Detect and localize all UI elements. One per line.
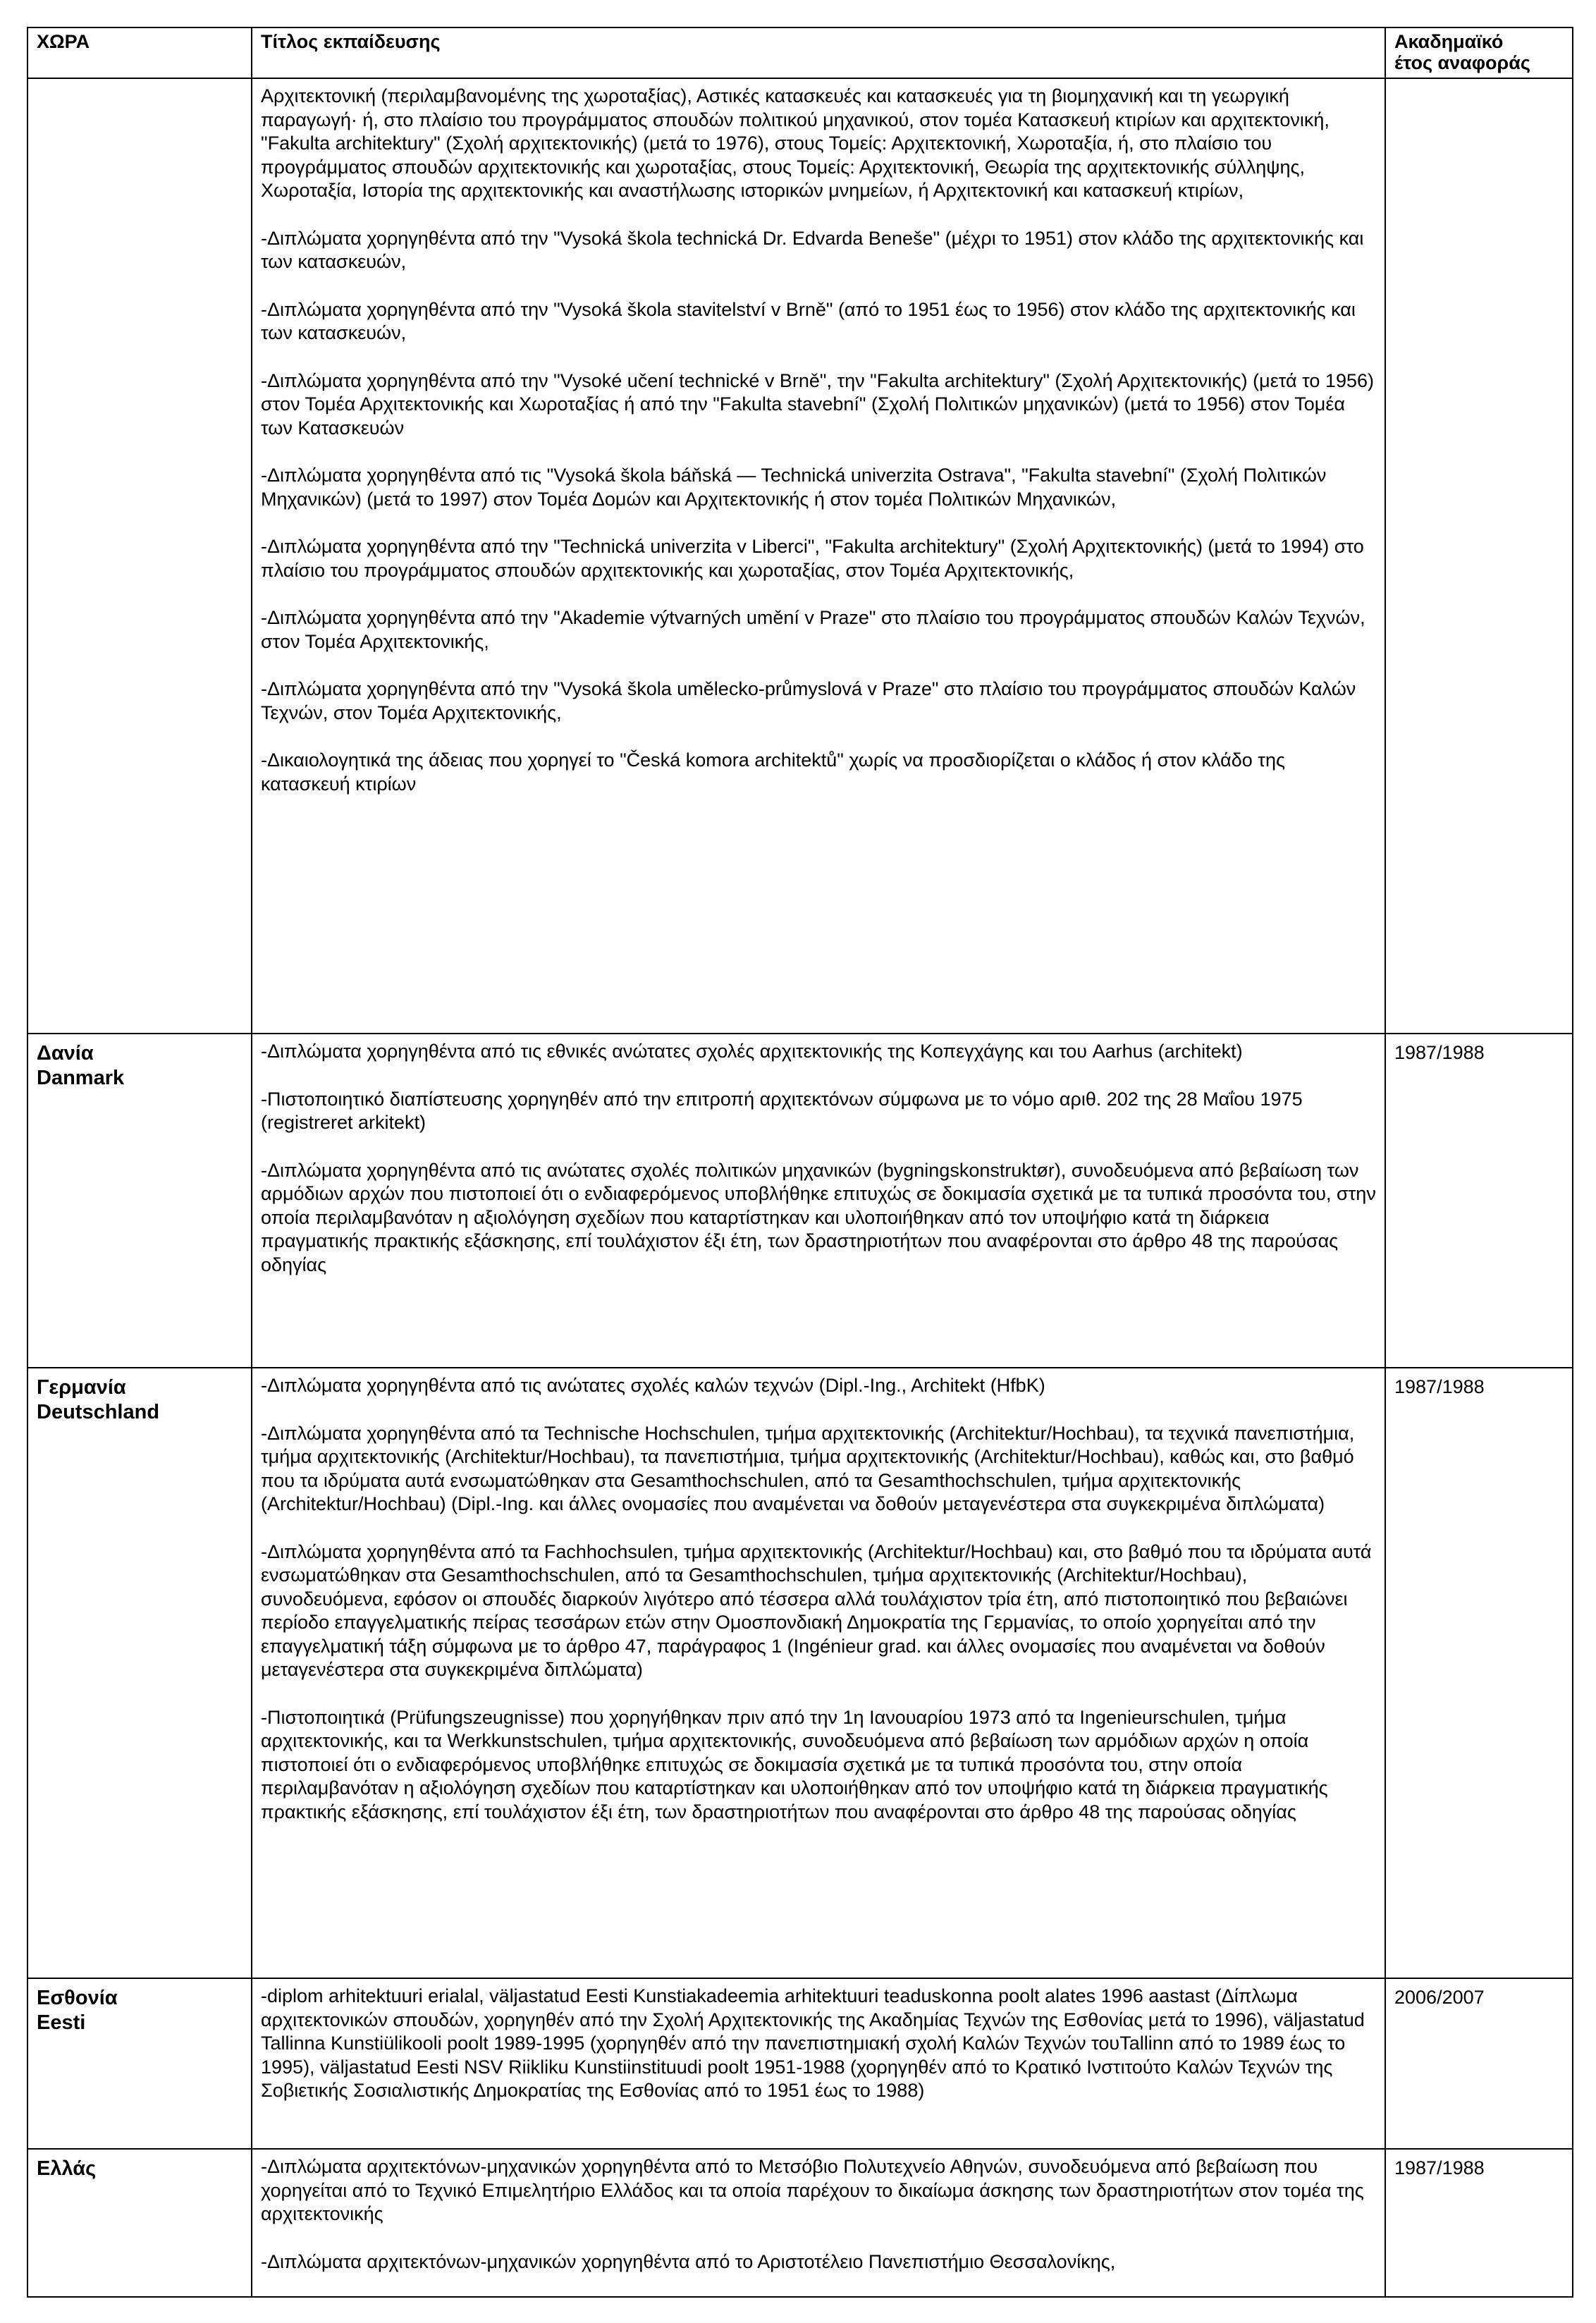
qualification-paragraph: -Διπλώματα χορηγηθέντα από την "Akademie výtvarných umění v Praze" στο πλαίσιο του προγράμματος σπουδών Καλών Τεχνών, στον Τομέα Αρχιτεκτονικής,: [261, 607, 1365, 652]
header-country: ΧΩΡΑ: [27, 27, 252, 78]
header-year-line2: έτος αναφοράς: [1394, 52, 1530, 73]
country-name-greek: Ελλάς: [37, 2157, 97, 2180]
table-row: [27, 1978, 1573, 2149]
qualification-paragraph: -Διπλώματα χορηγηθέντα από τα Technische Hochschulen, τμήμα αρχιτεκτονικής (Architektur/Hochbau), τα τεχνικά πανεπιστήμια, τμήμα αρχιτεκτονικής (Architektur/Hochbau), τα πανεπιστήμια, τμήμα αρχιτεκτονικής (Architektur/Hochbau), καθώς και, στο βαθμό που τα ιδρύματα αυτά ενσωματώθηκαν στα Gesamthochschulen, από τα Gesamthochschulen, τμήμα αρχιτεκτονικής (Architektur/Hochbau) (Dipl.-Ing. και άλλες ονομασίες που αναμένεται να δοθούν μεταγενέστερα στα συγκεκριμένα διπλώματα): [261, 1422, 1355, 1514]
qualification-paragraph: -Διπλώματα αρχιτεκτόνων-μηχανικών χορηγηθέντα από το Αριστοτέλειο Πανεπιστήμιο Θεσσαλονίκης,: [261, 2250, 1116, 2272]
qualification-paragraph: -Διπλώματα χορηγηθέντα από την "Vysoká škola stavitelství v Brně" (από το 1951 έως το 1956) στον κλάδο της αρχιτεκτονικής και των κατασκευών,: [261, 298, 1356, 343]
title-cell: [252, 2149, 1385, 2297]
qualification-paragraph: -Δικαιολογητικά της άδειας που χορηγεί το "Česká komora architektů" χωρίς να προσδιορίζεται ο κλάδος ή στον κλάδο της κατασκευή κτιρίων: [261, 749, 1285, 795]
table-row: [27, 1368, 1573, 1978]
title-cell: [252, 1034, 1385, 1368]
qualification-paragraph: -Διπλώματα χορηγηθέντα από τις εθνικές ανώτατες σχολές αρχιτεκτονικής της Κοπεγχάγης και του Aarhus (architekt): [261, 1041, 1243, 1062]
qualification-paragraph: -Διπλώματα χορηγηθέντα από την "Vysoké učení technické v Brně", την "Fakulta architektury" (Σχολή Αρχιτεκτονικής) (μετά το 1956) στον Τομέα Αρχιτεκτονικής και Χωροταξίας ή από την "Fakulta stavební" (Σχολή Πολιτικών μηχανικών) (μετά το 1956) στον Τομέα των Κατασκευών: [261, 369, 1374, 439]
country-cell: [27, 1368, 252, 1978]
header-title: Τίτλος εκπαίδευσης: [252, 27, 1385, 78]
qualification-paragraph: -Διπλώματα χορηγηθέντα από την "Vysoká škola technická Dr. Edvarda Beneše" (μέχρι το 1951) στον κλάδο της αρχιτεκτονικής και των κατασκευών,: [261, 227, 1364, 272]
qualification-paragraph: -Διπλώματα χορηγηθέντα από τις ανώτατες σχολές καλών τεχνών (Dipl.-Ing., Architekt (HfbK): [261, 1375, 1045, 1396]
qualification-paragraph: -Διπλώματα χορηγηθέντα από την "Technická univerzita v Liberci", "Fakulta architektury" (Σχολή Αρχιτεκτονικής) (μετά το 1994) στο πλαίσιο του προγράμματος σπουδών αρχιτεκτονικής και χωροταξίας, στον Τομέα Αρχιτεκτονικής,: [261, 536, 1364, 581]
title-cell: [252, 1368, 1385, 1978]
table-row: [27, 78, 1573, 1034]
qualification-paragraph: -Διπλώματα χορηγηθέντα από τα Fachhochsulen, τμήμα αρχιτεκτονικής (Architektur/Hochbau) και, στο βαθμό που τα ιδρύματα αυτά ενσωματώθηκαν στα Gesamthochschulen, από τα Gesamthochschulen, τμήμα αρχιτεκτονικής (Architektur/Hochbau), συνοδευόμενα, εφόσον οι σπουδές διαρκούν λιγότερο από τέσσερα αλλά τουλάχιστον τρία έτη, από πιστοποιητικό που βεβαιώνει περίοδο επαγγελματικής πείρας τεσσάρων ετών στην Ομοσπονδιακή Δημοκρατία της Γερμανίας, το οποίο χορηγείται από την επαγγελματική τάξη σύμφωνα με το άρθρο 47, παράγραφος 1 (Ingénieur grad. και άλλες ονομασίες που αναμένεται να δοθούν μεταγενέστερα στα συγκεκριμένα διπλώματα): [261, 1540, 1372, 1680]
country-name-greek: Δανία: [37, 1042, 94, 1065]
country-cell: [27, 1034, 252, 1368]
table-row: [27, 1034, 1573, 1368]
qualification-paragraph: -Διπλώματα χορηγηθέντα από τις ανώτατες σχολές πολιτικών μηχανικών (bygningskonstruktør), συνοδευόμενα από βεβαίωση των αρμόδιων αρχών που πιστοποιεί ότι ο ενδιαφερόμενος υποβλήθηκε επιτυχώς σε δοκιμασία σχετικά με τα τυπικά προσόντα του, στην οποία περιλαμβανόταν η αξιολόγηση σχεδίων που καταρτίστηκαν και υλοποιήθηκαν από τον υποψήφιο κατά τη διάρκεια πραγματικής πρακτικής εξάσκησης, επί τουλάχιστον έξι έτη, των δραστηριοτήτων που αναφέρονται στο άρθρο 48 της παρούσας οδηγίας: [261, 1159, 1376, 1275]
country-cell: [27, 2149, 252, 2297]
qualification-paragraph: -Πιστοποιητικό διαπίστευσης χορηγηθέν από την επιτροπή αρχιτεκτόνων σύμφωνα με το νόμο αριθ. 202 της 28 Μαΐου 1975 (registreret arkitekt): [261, 1088, 1303, 1133]
qualification-paragraph: -Διπλώματα χορηγηθέντα από την "Vysoká škola umělecko-průmyslová v Praze" στο πλαίσιο του προγράμματος σπουδών Καλών Τεχνών, στον Τομέα Αρχιτεκτονικής,: [261, 678, 1356, 723]
qualification-paragraph: -diplom arhitektuuri erialal, väljastatud Eesti Kunstiakadeemia arhitektuuri teaduskonna poolt alates 1996 aastast (Δίπλωμα αρχιτεκτονικών σπουδών, χορηγηθέν από την Σχολή Αρχιτεκτονικής της Ακαδημίας Τεχνών της Εσθονίας μετά το 1996), väljastatud Tallinna Kunstiülikooli poolt 1989-1995 (χορηγηθέν από την πανεπιστημιακή σχολή Καλών Τεχνών τουTallinn από το 1989 έως το 1995), väljastatud Eesti NSV Riikliku Kunstiinstituudi poolt 1951-1988 (χορηγηθέν από το Κρατικό Ινστιτούτο Καλών Τεχνών της Σοβιετικής Σοσιαλιστικής Δημοκρατίας της Εσθονίας από το 1951 έως το 1988): [261, 1985, 1365, 2101]
qualification-paragraph: Αρχιτεκτονική (περιλαμβανομένης της χωροταξίας), Αστικές κατασκευές και κατασκευές για τη βιομηχανική και τη γεωργική παραγωγή· ή, στο πλαίσιο του προγράμματος σπουδών πολιτικού μηχανικού, στον τομέα Κατασκευή κτιρίων και αρχιτεκτονική, "Fakulta architektury" (Σχολή αρχιτεκτονικής) (μετά το 1976), στους Τομείς: Αρχιτεκτονική, Χωροταξία, ή, στο πλαίσιο του προγράμματος σπουδών αρχιτεκτονικής και χωροταξίας, στους Τομείς: Αρχιτεκτονική, Θεωρία της αρχιτεκτονικής σύλληψης, Χωροταξία, Ιστορία της αρχιτεκτονικής και αναστήλωσης ιστορικών μνημείων, ή Αρχιτεκτονική και κατασκευή κτιρίων,: [261, 85, 1330, 201]
title-cell: [252, 1978, 1385, 2149]
table-row: [27, 2149, 1573, 2297]
country-cell: [27, 1978, 252, 2149]
year-cell: 2006/2007: [1385, 1978, 1573, 2149]
year-cell: 1987/1988: [1385, 1368, 1573, 1978]
country-name-greek: Γερμανία: [37, 1376, 126, 1399]
country-name-native: Deutschland: [37, 1401, 160, 1423]
country-name-native: Eesti: [37, 2011, 86, 2034]
header-year: [1385, 27, 1573, 78]
year-cell: 1987/1988: [1385, 1034, 1573, 1368]
document-page: [27, 27, 1572, 2298]
header-year-line1: Ακαδημαϊκό: [1394, 31, 1504, 52]
qualification-paragraph: -Διπλώματα χορηγηθέντα από τις "Vysoká škola báňská — Technická univerzita Ostrava", "Fakulta stavební" (Σχολή Πολιτικών Μηχανικών) (μετά το 1997) στον Τομέα Δομών και Αρχιτεκτονικής ή στον τομέα Πολιτικών Μηχανικών,: [261, 465, 1327, 510]
title-cell: [252, 78, 1385, 1034]
country-name-greek: Εσθονία: [37, 1987, 118, 2009]
table-header-row: [27, 27, 1573, 78]
year-cell: [1385, 78, 1573, 1034]
year-cell: 1987/1988: [1385, 2149, 1573, 2297]
country-name-native: Danmark: [37, 1067, 125, 1089]
qualification-paragraph: -Πιστοποιητικά (Prüfungszeugnisse) που χορηγήθηκαν πριν από την 1η Ιανουαρίου 1973 από τα Ingenieurschulen, τμήμα αρχιτεκτονικής, και τα Werkkunstschulen, τμήμα αρχιτεκτονικής, συνοδευόμενα από βεβαίωση των αρμόδιων αρχών η οποία πιστοποιεί ότι ο ενδιαφερόμενος υποβλήθηκε επιτυχώς σε δοκιμασία σχετικά με τα τυπικά προσόντα του, στην οποία περιλαμβανόταν η αξιολόγηση σχεδίων που καταρτίστηκαν και υλοποιήθηκαν από τον υποψήφιο κατά τη διάρκεια πραγματικής πρακτικής εξάσκησης, επί τουλάχιστον έξι έτη, των δραστηριοτήτων που αναφέρονται στο άρθρο 48 της παρούσας οδηγίας: [261, 1706, 1328, 1822]
country-cell: [27, 78, 252, 1034]
qualification-paragraph: -Διπλώματα αρχιτεκτόνων-μηχανικών χορηγηθέντα από το Μετσόβιο Πολυτεχνείο Αθηνών, συνοδευόμενα από βεβαίωση που χορηγείται από το Τεχνικό Επιμελητήριο Ελλάδος και τα οποία παρέχουν το δικαίωμα άσκησης των δραστηριοτήτων στον τομέα της αρχιτεκτονικής: [261, 2156, 1364, 2224]
qualifications-table: [27, 27, 1573, 2298]
